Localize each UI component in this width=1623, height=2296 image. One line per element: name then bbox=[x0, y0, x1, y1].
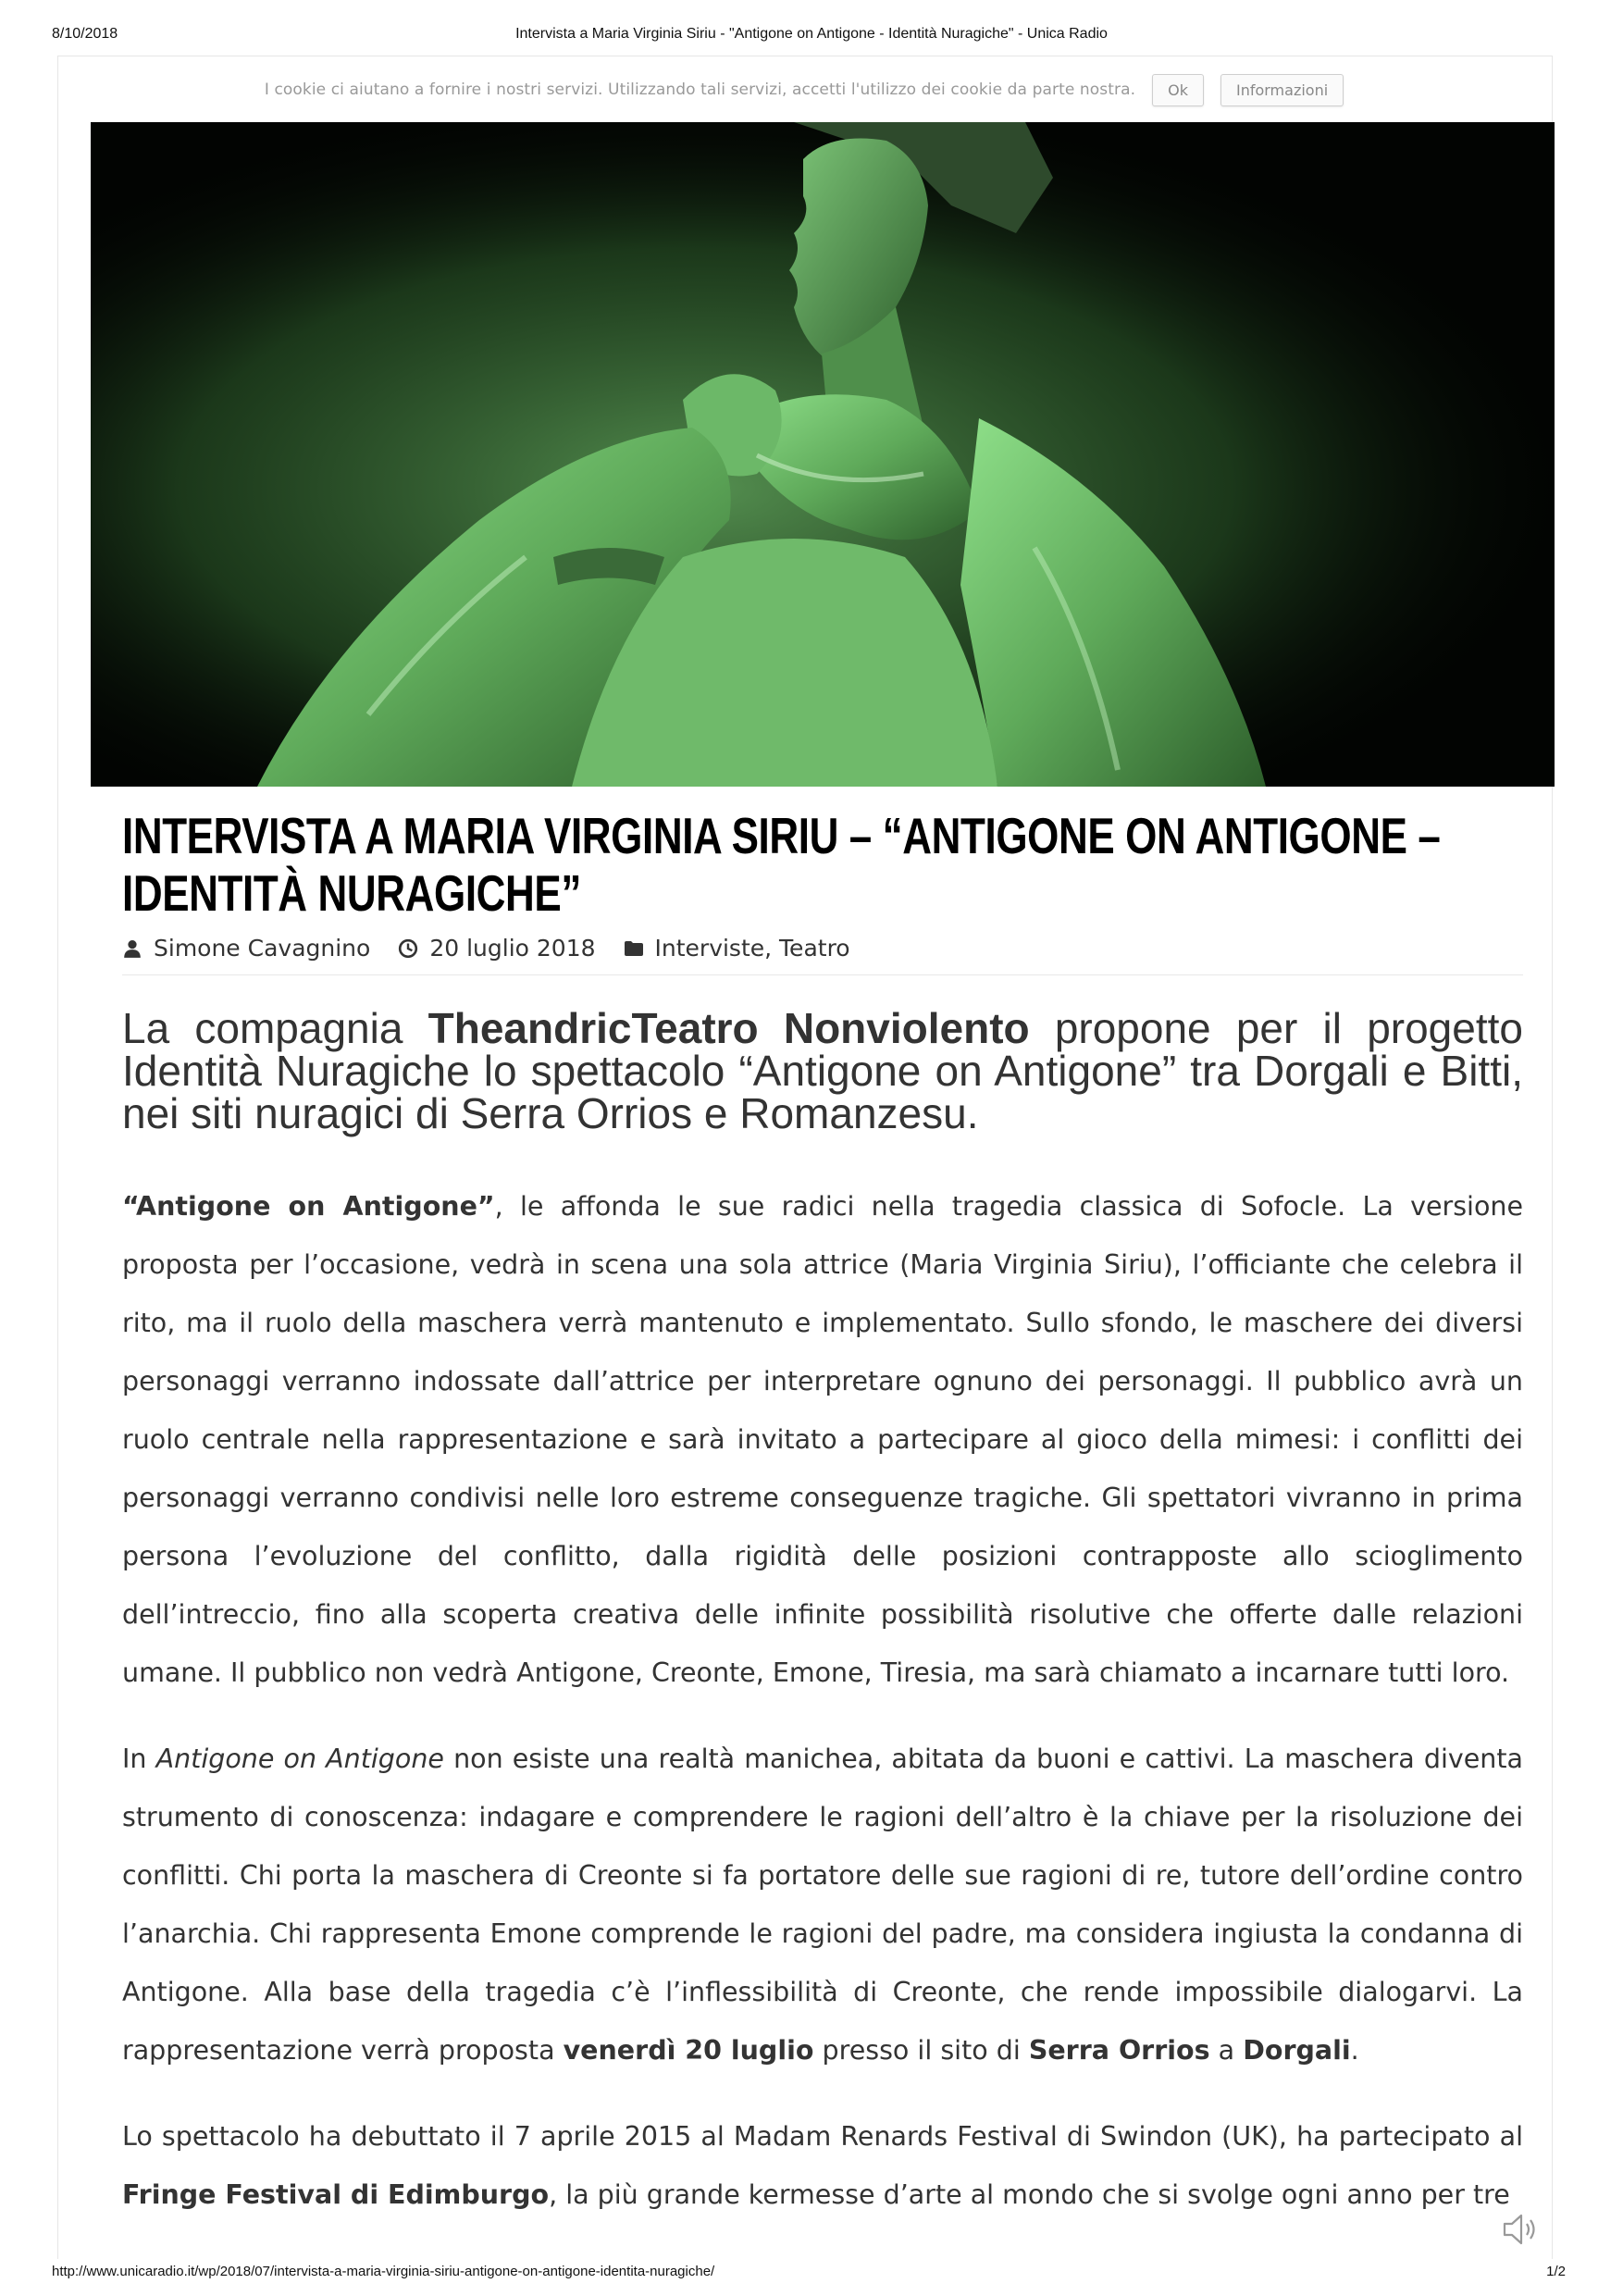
hero-photo bbox=[91, 122, 1555, 787]
cookie-info-button[interactable]: Informazioni bbox=[1220, 74, 1344, 106]
print-page-number: 1/2 bbox=[1546, 2264, 1566, 2279]
print-header bbox=[0, 26, 1623, 48]
p1-title: “Antigone on Antigone” bbox=[122, 1191, 495, 1222]
p1-text: , le affonda le sue radici nella tragedia classica di Sofocle. La versione proposta per l’occasione, vedrà in scena una sola attrice (Maria Virginia Siriu), l’officiante che celebra il rito, ma il ruolo della maschera verrà mantenuto e implementato. Sullo sfondo, le maschere dei diversi personaggi verranno indossate dall’attrice per interpretare ognuno dei personaggi. Il pubblico avrà un ruolo centrale nella rappresentazione e sarà invitato a partecipare al gioco della mimesi: i conflitti dei personaggi verranno condivisi nelle loro estreme conseguenze tragiche. Gli spettatori vivranno in prima persona l’evoluzione del conflitto, dalla rigidità delle posizioni contrapposte allo scioglimento dell’intreccio, fino alla scoperta creativa delle infinite possibilità risolutive che offerte dalle relazioni umane. Il pubblico non vedrà Antigone, Creonte, Emone, Tiresia, ma sarà chiamato a incarnare tutti loro. bbox=[122, 1191, 1523, 1688]
post-date: 20 luglio 2018 bbox=[429, 935, 596, 962]
p2-end: . bbox=[1350, 2035, 1359, 2066]
p2-town: Dorgali bbox=[1243, 2035, 1351, 2066]
category-links[interactable]: Interviste, Teatro bbox=[654, 935, 850, 962]
paragraph-3 bbox=[122, 2107, 1523, 2224]
user-icon bbox=[122, 938, 142, 959]
cookie-bar bbox=[57, 57, 1551, 122]
p3-festival: Fringe Festival di Edimburgo bbox=[122, 2179, 550, 2210]
meta-author bbox=[122, 935, 370, 962]
article-lead bbox=[122, 1004, 1523, 1137]
p2-show-name: Antigone on Antigone bbox=[155, 1744, 444, 1774]
folder-icon bbox=[624, 938, 644, 959]
hero-image bbox=[91, 122, 1555, 787]
author-link[interactable]: Simone Cavagnino bbox=[154, 935, 371, 962]
print-title: Intervista a Maria Virginia Siriu - "Antigone on Antigone - Identità Nuragiche" - Unica Radio bbox=[515, 26, 1108, 42]
cookie-text: I cookie ci aiutano a fornire i nostri servizi. Utilizzando tali servizi, accetti l'utilizzo dei cookie da parte nostra. bbox=[264, 81, 1136, 99]
cookie-ok-button[interactable]: Ok bbox=[1152, 74, 1204, 106]
p2-date: venerdì 20 luglio bbox=[563, 2035, 814, 2066]
p3-end: , la più grande kermesse d’arte al mondo che si svolge ogni anno per tre bbox=[549, 2179, 1510, 2210]
paragraph-2 bbox=[122, 1730, 1523, 2079]
p2-mid: presso il sito di bbox=[813, 2035, 1029, 2066]
p3-text: Lo spettacolo ha debuttato il 7 aprile 2015 al Madam Renards Festival di Swindon (UK), ha partecipato al bbox=[122, 2121, 1523, 2152]
article bbox=[122, 807, 1523, 2224]
p2-in: In bbox=[122, 1744, 156, 1774]
meta-date bbox=[398, 935, 595, 962]
paragraph-1 bbox=[122, 1177, 1523, 1702]
speaker-icon[interactable] bbox=[1499, 2208, 1542, 2251]
p2-a: a bbox=[1209, 2035, 1244, 2066]
print-footer bbox=[0, 2264, 1623, 2286]
print-date: 8/10/2018 bbox=[52, 26, 118, 42]
article-meta bbox=[122, 935, 1523, 975]
lead-text: La compagnia bbox=[122, 1004, 428, 1052]
meta-categories bbox=[624, 935, 850, 962]
print-url: http://www.unicaradio.it/wp/2018/07/intervista-a-maria-virginia-siriu-antigone-on-antigone-identita-nuragiche/ bbox=[52, 2264, 715, 2279]
p2-site: Serra Orrios bbox=[1028, 2035, 1210, 2066]
lead-company: TheandricTeatro Nonviolento bbox=[427, 1004, 1030, 1052]
article-title: INTERVISTA A MARIA VIRGINIA SIRIU – “ANTIGONE ON ANTIGONE – IDENTITÀ NURAGICHE” bbox=[122, 807, 1441, 922]
p2-text: non esiste una realtà manichea, abitata da buoni e cattivi. La maschera diventa strumento di conoscenza: indagare e comprendere le ragioni dell’altro è la chiave per la risoluzione dei conflitti. Chi porta la maschera di Creonte si fa portatore delle sue ragioni di re, tutore dell’ordine contro l’anarchia. Chi rappresenta Emone comprende le ragioni del padre, ma considera ingiusta la condanna di Antigone. Alla base della tragedia c’è l’inflessibilità di Creonte, che rende impossibile dialogarvi. La rappresentazione verrà proposta bbox=[122, 1744, 1523, 2066]
lead-text-end: propone per il progetto Identità Nuragiche lo spettacolo “Antigone on Antigone” tra Dorgali e Bitti, nei siti nuragici di Serra Orrios e Romanzesu. bbox=[122, 1004, 1523, 1137]
clock-icon bbox=[398, 938, 418, 959]
